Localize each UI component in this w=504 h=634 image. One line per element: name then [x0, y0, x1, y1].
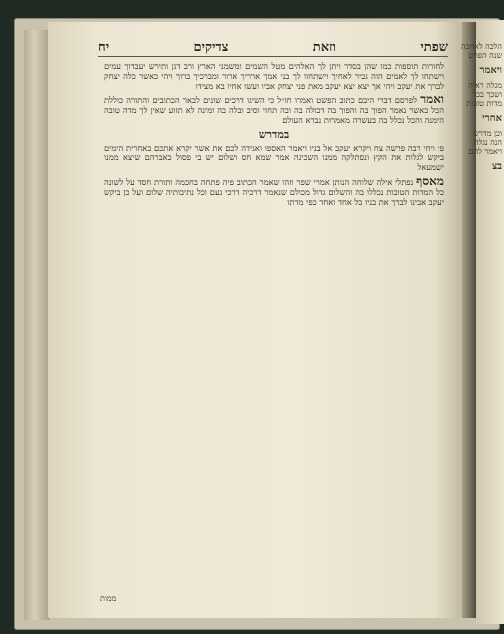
right-line: שנה הפרש: [468, 51, 502, 60]
text-column: [104, 62, 444, 211]
right-heading: בצ: [491, 161, 502, 172]
page-number: יח: [98, 40, 110, 55]
lemma-word: מאסף: [416, 173, 445, 188]
header-left: צדיקים: [193, 40, 229, 55]
right-line: הנה נגלה: [474, 138, 502, 147]
paragraph: [104, 173, 445, 207]
paragraph: [104, 127, 444, 173]
right-page-text: [461, 20, 504, 172]
right-line: מגלה ראיה: [468, 81, 502, 90]
paragraph-text: לפרסם דברי היבם כתוב הפשט ואמרו חז״ל כי השיגו דרכים שונים לבאר הכתובים והתורה כוללת הכל כאשר נאמר הפוך בה והפוך בה דכולה בה ובה תחזי וסיב ובלה בה ומינה לא תזוע שאין לך מדה טובה הימנה והכל נכלל בה בעשרה מאמרות נברא העולם: [104, 95, 444, 125]
right-line: וכן מדרש: [473, 129, 502, 138]
right-line: ושכך בכל: [472, 90, 502, 99]
header-right: שפתי: [420, 40, 448, 55]
right-line: הלכה לאהבה: [461, 42, 502, 51]
right-page: [461, 20, 504, 624]
paragraph-text: נפתלי אילה שלוחה הנותן אמרי שפר וזהו שאמר הכתוב פיה פתחה בחכמה ותורת חסד על לשונה כל המדות הטובות נכללו בה והשלום גדול מכולם שנאמר דרכיה דרכי נעם וכל נתיבותיה שלום ועל כן ביקש יעקב אבינו לברך את בניו כל אחד ואחד כפי מדתו: [104, 176, 444, 207]
section-heading: במדרש: [258, 127, 290, 141]
right-heading: אחרי: [482, 113, 502, 124]
lemma-word: ואמר: [420, 92, 444, 107]
right-heading: ויאמר: [479, 65, 502, 76]
right-line: מדות טובות: [466, 99, 502, 108]
catchword: ממות: [100, 594, 117, 603]
paragraph-text: פ׳ ויחי רבה פרשה צח ויקרא יעקב אל בניו ויאמר האספו ואגידה לכם את אשר יקרא אתכם באחרית הימים ביקש לגלות את הקץ ונסתלקה ממנו השכינה אמר שמא חס ושלום יש בי פסול כאברהם שיצא ממנו ישמעאל: [104, 142, 444, 173]
running-header: [98, 38, 448, 57]
paragraph: [104, 92, 444, 125]
right-line: ויאמר להם: [468, 147, 502, 156]
book-spine: [24, 30, 50, 620]
header-center: וזאת: [312, 40, 337, 55]
paragraph: לחורות תוספות כמו שהן בסדר ויתן לך האלהים מטל השמים ומשמני הארץ ורב דגן ותירש יעבדוך עמים וישתחו לך לאמים הוה גביר לאחיך וישתחוו לך בני אמך ארריך ארור ומברכיך ברוך ויהי כאשר כלה יצחק לברך את יעקב ויהי אך יצא יצא יעקב מאת פני יצחק אביו ועשו אחיו בא מצידו: [104, 61, 444, 91]
